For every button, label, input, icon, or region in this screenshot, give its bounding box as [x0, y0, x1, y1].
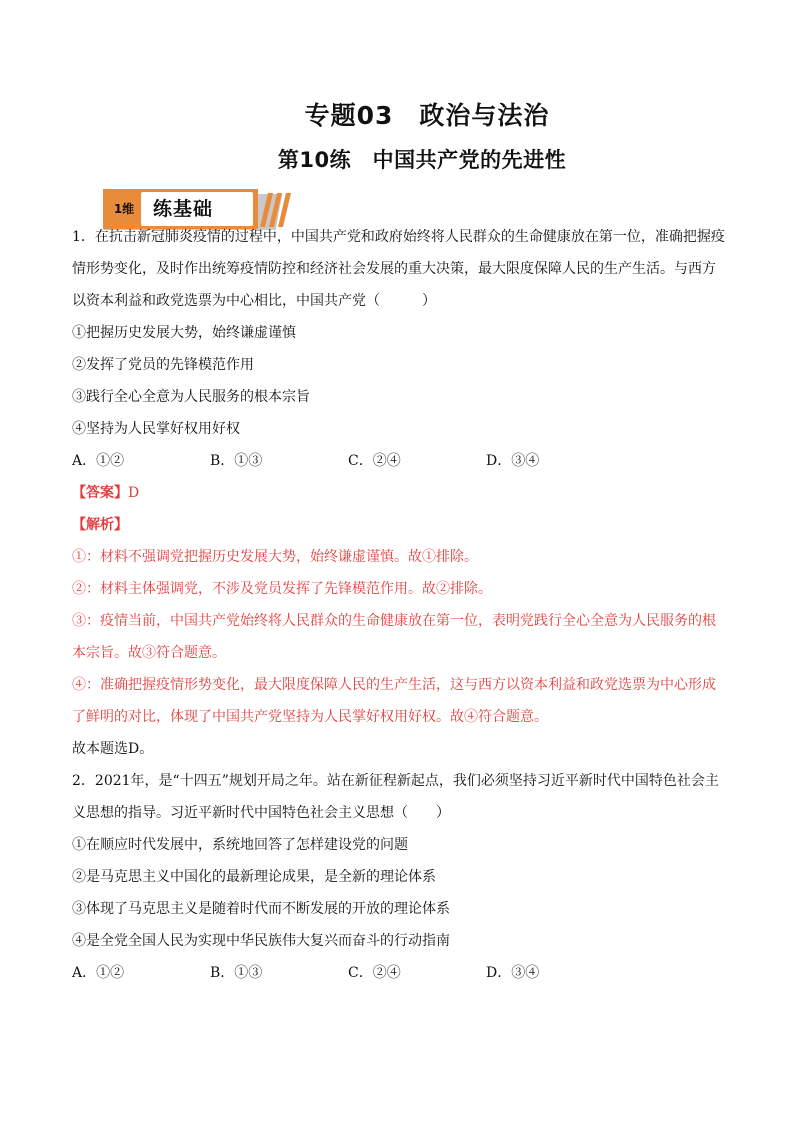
q1-item: ③践行全心全意为人民服务的根本宗旨	[72, 389, 310, 405]
q2-stem-line: 2．2021年，是“十四五”规划开局之年。站在新征程新起点，我们必须坚持习近平新时代中国特色社会主	[72, 773, 719, 789]
page-title: 专题03 政治与法治	[304, 101, 550, 130]
analysis-line: ②：材料主体强调党，不涉及党员发挥了先锋模范作用。故②排除。	[72, 581, 492, 597]
q1-conclusion: 故本题选D。	[72, 741, 154, 757]
banner-badge: 1维	[113, 202, 135, 216]
q1-option-d: D．③④	[486, 453, 540, 469]
analysis-line: ④：准确把握疫情形势变化，最大限度保障人民的生产生活，这与西方以资本利益和政党选票为中心形成	[72, 677, 716, 693]
q2-item: ②是马克思主义中国化的最新理论成果，是全新的理论体系	[72, 869, 436, 885]
analysis-line: 本宗旨。故③符合题意。	[72, 645, 226, 661]
page-subtitle: 第10练 中国共产党的先进性	[277, 148, 567, 172]
q2-item: ①在顺应时代发展中，系统地回答了怎样建设党的问题	[72, 837, 408, 853]
q1-answer	[72, 477, 726, 509]
analysis-tag: 【解析】	[72, 517, 128, 533]
q2-option-b: B．①③	[210, 965, 263, 981]
q1-option-a: A．①②	[72, 453, 125, 469]
q2-option-a: A．①②	[72, 965, 125, 981]
q2-options	[72, 957, 726, 989]
banner-label: 练基础	[141, 192, 253, 226]
q2-stem-line: 义思想的指导。习近平新时代中国特色社会主义思想（ ）	[72, 805, 450, 821]
answer-value: D	[128, 485, 140, 501]
q2-item: ③体现了马克思主义是随着时代而不断发展的开放的理论体系	[72, 901, 450, 917]
analysis-line: ①：材料不强调党把握历史发展大势，始终谦虚谨慎。故①排除。	[72, 549, 478, 565]
q1-stem-line: 以资本利益和政党选票为中心相比，中国共产党（ ）	[72, 293, 436, 309]
q1-stem-line: 情形势变化，及时作出统筹疫情防控和经济社会发展的重大决策，最大限度保障人民的生产生活。与西方	[72, 261, 716, 277]
answer-tag: 【答案】	[72, 485, 128, 501]
q2-option-c: C．②④	[348, 965, 401, 981]
analysis-line: ③：疫情当前，中国共产党始终将人民群众的生命健康放在第一位，表明党践行全心全意为人民服务的根	[72, 613, 716, 629]
q1-item: ①把握历史发展大势，始终谦虚谨慎	[72, 325, 296, 341]
q2-option-d: D．③④	[486, 965, 540, 981]
q1-options	[72, 445, 726, 477]
q1-option-b: B．①③	[210, 453, 263, 469]
q2-item: ④是全党全国人民为实现中华民族伟大复兴而奋斗的行动指南	[72, 933, 450, 949]
q1-option-c: C．②④	[348, 453, 401, 469]
q1-stem-line: 1．在抗击新冠肺炎疫情的过程中，中国共产党和政府始终将人民群众的生命健康放在第一位，准确把握疫	[72, 229, 725, 245]
analysis-line: 了鲜明的对比，体现了中国共产党坚持为人民掌好权用好权。故④符合题意。	[72, 709, 548, 725]
question-content	[72, 221, 726, 989]
q1-item: ②发挥了党员的先锋模范作用	[72, 357, 254, 373]
q1-item: ④坚持为人民掌好权用好权	[72, 421, 240, 437]
